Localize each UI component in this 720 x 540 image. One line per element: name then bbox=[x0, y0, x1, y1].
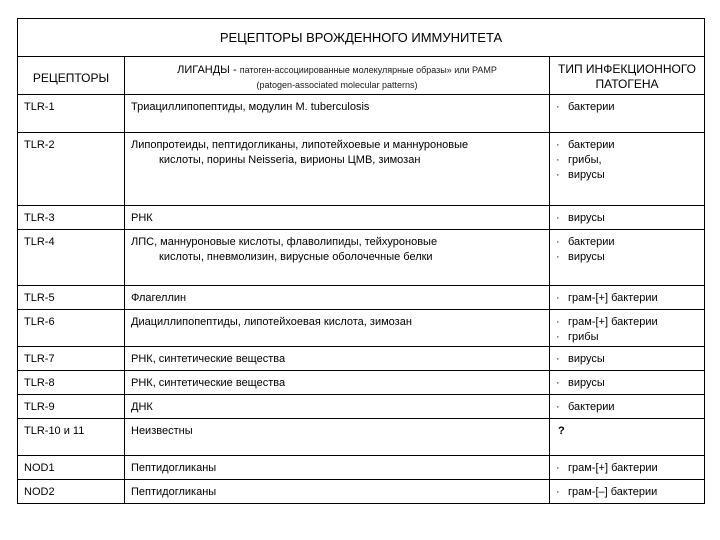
header-pathogen bbox=[550, 57, 705, 95]
pathogen-label: вирусы bbox=[568, 377, 605, 389]
title-row bbox=[18, 19, 705, 57]
header-row bbox=[18, 57, 705, 95]
bullet-icon: · bbox=[556, 353, 560, 365]
bullet-icon: · bbox=[556, 154, 560, 166]
bullet-icon: · bbox=[556, 377, 560, 389]
receptor-name: TLR-4 bbox=[24, 236, 55, 248]
table-row bbox=[18, 95, 705, 133]
pathogen-cell bbox=[550, 395, 705, 419]
ligand-line: РНК, синтетические вещества bbox=[131, 353, 286, 365]
ligand-line: Флагеллин bbox=[131, 292, 187, 304]
receptor-cell bbox=[18, 133, 125, 206]
pathogen-label: вирусы bbox=[568, 212, 605, 224]
table-row bbox=[18, 480, 705, 504]
ligand-line: РНК, синтетические вещества bbox=[131, 377, 286, 389]
pathogen-item bbox=[556, 235, 698, 250]
pathogen-item bbox=[556, 315, 698, 330]
table-row bbox=[18, 310, 705, 347]
pathogen-item bbox=[556, 461, 698, 476]
receptor-name: TLR-5 bbox=[24, 292, 55, 304]
pathogen-item bbox=[556, 485, 698, 500]
pathogen-cell bbox=[550, 419, 705, 456]
table-row bbox=[18, 371, 705, 395]
bullet-icon: · bbox=[556, 462, 560, 474]
ligand-cell bbox=[125, 310, 550, 347]
ligand-line: кислоты, пневмолизин, вирусные оболочечные белки bbox=[159, 251, 433, 263]
receptor-name: NOD2 bbox=[24, 486, 55, 498]
receptor-name: TLR-2 bbox=[24, 139, 55, 151]
ligand-cell bbox=[125, 286, 550, 310]
pathogen-item bbox=[556, 376, 698, 391]
header-ligands-sub1: патоген-ассоциированные молекулярные образы» или PAMP bbox=[239, 65, 497, 75]
ligand-cell bbox=[125, 371, 550, 395]
table-title: РЕЦЕПТОРЫ ВРОЖДЕННОГО ИММУНИТЕТА bbox=[18, 19, 705, 57]
table-row bbox=[18, 133, 705, 206]
pathogen-cell bbox=[550, 206, 705, 230]
pathogen-item bbox=[556, 330, 698, 345]
ligand-cell bbox=[125, 230, 550, 286]
table-row bbox=[18, 286, 705, 310]
pathogen-label: грам-[+] бактерии bbox=[568, 316, 658, 328]
pathogen-cell bbox=[550, 371, 705, 395]
bullet-icon: · bbox=[556, 401, 560, 413]
ligand-cell bbox=[125, 480, 550, 504]
receptor-name: TLR-9 bbox=[24, 401, 55, 413]
header-pathogen-line1: ТИП ИНФЕКЦИОННОГО bbox=[558, 62, 696, 76]
pathogen-label: грам-[–] бактерии bbox=[568, 486, 658, 498]
pathogen-item bbox=[556, 250, 698, 265]
receptor-cell bbox=[18, 95, 125, 133]
bullet-icon: · bbox=[556, 292, 560, 304]
ligand-line: кислоты, порины Neisseria, вирионы ЦМВ, зимозан bbox=[159, 154, 421, 166]
table-row bbox=[18, 419, 705, 456]
pathogen-label: бактерии bbox=[568, 236, 615, 248]
receptor-name: TLR-3 bbox=[24, 212, 55, 224]
pathogen-item bbox=[556, 211, 698, 226]
receptor-cell bbox=[18, 371, 125, 395]
pathogen-cell bbox=[550, 95, 705, 133]
ligand-cell bbox=[125, 347, 550, 371]
table-row bbox=[18, 230, 705, 286]
receptor-cell bbox=[18, 419, 125, 456]
ligand-cell bbox=[125, 206, 550, 230]
pathogen-cell bbox=[550, 310, 705, 347]
pathogen-item bbox=[556, 291, 698, 306]
receptor-cell bbox=[18, 456, 125, 480]
bullet-icon: · bbox=[556, 169, 560, 181]
bullet-icon: · bbox=[556, 251, 560, 263]
pathogen-label: грибы bbox=[568, 331, 599, 343]
ligand-cell bbox=[125, 133, 550, 206]
header-ligands-sub2: (patogen-associated molecular patterns) bbox=[256, 80, 418, 90]
receptor-cell bbox=[18, 310, 125, 347]
pathogen-label: грам-[+] бактерии bbox=[568, 462, 658, 474]
pathogen-cell bbox=[550, 286, 705, 310]
header-pathogen-line2: ПАТОГЕНА bbox=[595, 77, 659, 91]
pathogen-label: бактерии bbox=[568, 401, 615, 413]
pathogen-label: бактерии bbox=[568, 139, 615, 151]
pathogen-item bbox=[556, 138, 698, 153]
pathogen-item bbox=[556, 352, 698, 367]
receptor-cell bbox=[18, 395, 125, 419]
pathogen-cell bbox=[550, 133, 705, 206]
pathogen-cell bbox=[550, 347, 705, 371]
pathogen-item bbox=[556, 400, 698, 415]
bullet-icon: · bbox=[556, 316, 560, 328]
ligand-line: Пептидогликаны bbox=[131, 486, 217, 498]
header-receptors: РЕЦЕПТОРЫ bbox=[18, 57, 125, 95]
bullet-icon: · bbox=[556, 139, 560, 151]
receptor-name: TLR-7 bbox=[24, 353, 55, 365]
receptor-name: NOD1 bbox=[24, 462, 55, 474]
pathogen-item bbox=[556, 100, 698, 115]
table-row bbox=[18, 347, 705, 371]
bullet-icon: · bbox=[556, 101, 560, 113]
table-row bbox=[18, 456, 705, 480]
ligand-cell bbox=[125, 395, 550, 419]
ligand-cell bbox=[125, 419, 550, 456]
receptor-name: TLR-10 и 11 bbox=[24, 425, 85, 437]
ligand-cell bbox=[125, 95, 550, 133]
receptor-cell bbox=[18, 480, 125, 504]
pathogen-label: грибы, bbox=[568, 154, 602, 166]
bullet-icon: · bbox=[556, 212, 560, 224]
ligand-line: Диациллипопептиды, липотейхоевая кислота, зимозан bbox=[131, 316, 412, 328]
header-ligands bbox=[125, 57, 550, 95]
header-ligands-main: ЛИГАНДЫ - bbox=[177, 64, 240, 76]
ligand-cell bbox=[125, 456, 550, 480]
receptor-name: TLR-6 bbox=[24, 316, 55, 328]
bullet-icon: · bbox=[556, 236, 560, 248]
receptor-name: TLR-8 bbox=[24, 377, 55, 389]
pathogen-label: вирусы bbox=[568, 169, 605, 181]
pathogen-label: бактерии bbox=[568, 101, 615, 113]
pathogen-cell bbox=[550, 230, 705, 286]
pathogen-cell bbox=[550, 480, 705, 504]
ligand-line: Пептидогликаны bbox=[131, 462, 217, 474]
ligand-line: ДНК bbox=[131, 401, 153, 413]
receptors-table bbox=[17, 18, 705, 504]
pathogen-item bbox=[556, 168, 698, 183]
receptor-name: TLR-1 bbox=[24, 101, 55, 113]
pathogen-unknown: ? bbox=[558, 425, 565, 437]
pathogen-label: вирусы bbox=[568, 353, 605, 365]
table-row bbox=[18, 206, 705, 230]
bullet-icon: · bbox=[556, 331, 560, 343]
receptor-cell bbox=[18, 230, 125, 286]
ligand-line: Неизвестны bbox=[131, 425, 193, 437]
receptor-cell bbox=[18, 347, 125, 371]
table-row bbox=[18, 395, 705, 419]
pathogen-label: вирусы bbox=[568, 251, 605, 263]
receptor-cell bbox=[18, 286, 125, 310]
pathogen-item bbox=[556, 153, 698, 168]
pathogen-cell bbox=[550, 456, 705, 480]
bullet-icon: · bbox=[556, 486, 560, 498]
ligand-line: ЛПС, маннуроновые кислоты, флаволипиды, тейхуроновые bbox=[131, 236, 438, 248]
ligand-line: РНК bbox=[131, 212, 153, 224]
ligand-line: Липопротеиды, пептидогликаны, липотейхоевые и маннуроновые bbox=[131, 139, 469, 151]
receptor-cell bbox=[18, 206, 125, 230]
ligand-line: Триациллипопептиды, модулин M. tuberculosis bbox=[131, 101, 370, 113]
pathogen-label: грам-[+] бактерии bbox=[568, 292, 658, 304]
